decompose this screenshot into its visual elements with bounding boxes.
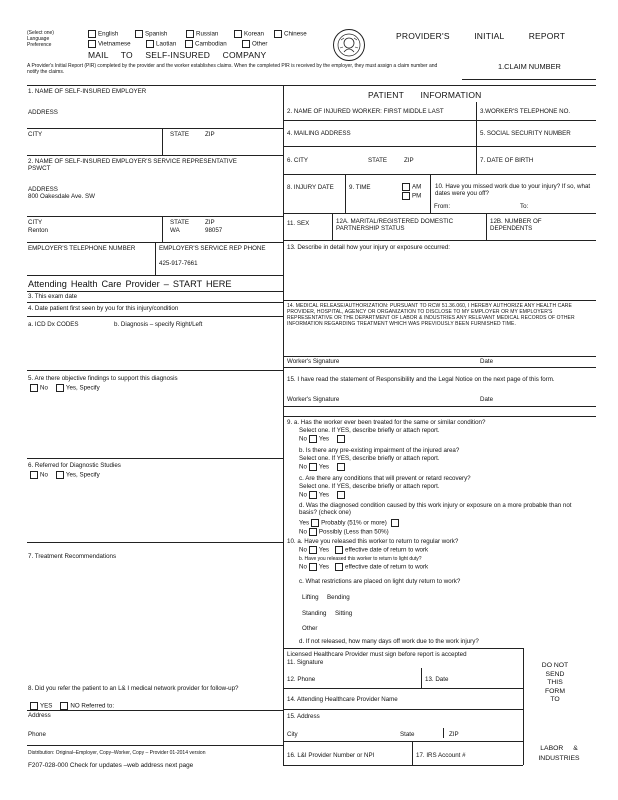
lang-cambodian[interactable] [183, 40, 227, 48]
divider [27, 710, 283, 711]
service-rep-label: 2. NAME OF SELF-INSURED EMPLOYER'S SERVICE REPRESENTATIVE [28, 158, 237, 165]
divider [162, 216, 163, 242]
describe-injury-label: 13. Describe in detail how your injury or exposure occurred: [287, 244, 451, 251]
effective-date-label: effective date of return to work [345, 563, 429, 571]
dob-label: 7. DATE OF BIRTH [480, 157, 534, 164]
divider [421, 668, 422, 688]
divider [155, 242, 156, 275]
worker-signature2-label: Worker's Signature [287, 396, 340, 403]
lang-english-label: English [98, 30, 119, 38]
q9b-options[interactable] [299, 463, 347, 471]
q9c-note: Select one. If YES, describe briefly or attach report. [299, 483, 440, 490]
form-number: F207-028-000 Check for updates –web address next page [28, 762, 194, 769]
no-label: No [40, 384, 48, 392]
bending-label[interactable]: Bending [327, 594, 350, 601]
yes-label: Yes [318, 563, 330, 571]
checkbox[interactable] [146, 40, 154, 48]
checkbox[interactable] [135, 30, 143, 38]
provider-state-label: State [400, 731, 415, 738]
worker-date2-label: Date [480, 396, 494, 403]
checkbox[interactable] [335, 563, 343, 571]
column-divider [283, 85, 284, 765]
divider [27, 542, 283, 543]
checkbox[interactable] [402, 192, 410, 200]
treatment-label: 7. Treatment Recommendations [28, 553, 117, 560]
to-label: To: [520, 203, 529, 210]
divider [283, 406, 596, 407]
checkbox[interactable] [274, 30, 282, 38]
divider [283, 120, 596, 121]
checkbox[interactable] [309, 528, 317, 536]
lang-spanish[interactable] [133, 30, 167, 38]
divider [27, 302, 283, 303]
divider [27, 458, 283, 459]
divider [162, 128, 163, 155]
no-label: No [299, 491, 307, 499]
yes-specify-label: Yes, Specify [65, 471, 100, 479]
dependents-label: 12B. NUMBER OF DEPENDENTS [490, 218, 542, 233]
network-options[interactable] [28, 702, 114, 710]
other-restriction-label[interactable]: Other [302, 625, 318, 632]
pm-label: PM [412, 192, 422, 200]
q10a-label: 10. a. Have you released this worker to return to regular work? [287, 538, 459, 545]
checkbox[interactable] [309, 435, 317, 443]
checkbox[interactable] [30, 702, 38, 710]
claim-number-field[interactable] [462, 61, 596, 80]
divider [283, 174, 596, 175]
service-rep-name[interactable]: PSWCT [28, 165, 51, 172]
pm-option[interactable] [400, 192, 421, 200]
q10d-label: d. If not released, how many days off work due to the work injury? [299, 638, 479, 645]
divider [412, 741, 413, 765]
divider [27, 291, 283, 292]
form-title: PROVIDER'S INITIAL REPORT [396, 31, 566, 41]
divider [283, 648, 523, 649]
employer-name-label: 1. NAME OF SELF-INSURED EMPLOYER [28, 88, 147, 95]
mailing-address-label: 4. MAILING ADDRESS [287, 130, 351, 137]
lang-english[interactable] [86, 30, 118, 38]
lang-vietnamese[interactable] [86, 40, 131, 48]
referred-options[interactable] [28, 471, 100, 479]
diagnosis-label: b. Diagnosis – specify Right/Left [114, 321, 203, 328]
rep-city-label: CITY [28, 219, 43, 226]
rep-zip-label: ZIP [205, 219, 215, 226]
divider [27, 275, 283, 276]
rep-phone-value[interactable]: 425-917-7661 [159, 260, 198, 267]
sex-label: 11. SEX [287, 220, 310, 227]
provider-date-label: 13. Date [425, 676, 449, 683]
claim-number-label: 1.CLAIM NUMBER [498, 62, 561, 71]
yes-label: Yes [318, 463, 330, 471]
q10a-options[interactable] [299, 546, 428, 554]
rep-phone-label: EMPLOYER'S SERVICE REP PHONE [159, 245, 266, 252]
referral-address-label: Address [28, 712, 51, 719]
checkbox[interactable] [337, 491, 345, 499]
q9b-note: Select one. If YES, describe briefly or attach report. [299, 455, 440, 462]
checkbox[interactable] [56, 384, 64, 392]
no-label: No [299, 563, 307, 571]
lang-other-label: Other [252, 40, 268, 48]
first-seen-label: 4. Date patient first seen by you for this injury/condition [28, 305, 179, 312]
lang-laotian-label: Laotian [156, 40, 177, 48]
checkbox[interactable] [309, 563, 317, 571]
provider-city-label: City [287, 731, 298, 738]
lang-korean-label: Korean [244, 30, 264, 38]
checkbox[interactable] [391, 519, 399, 527]
checkbox[interactable] [242, 40, 250, 48]
probably-option[interactable] [299, 519, 401, 527]
patient-zip-label: ZIP [404, 157, 414, 164]
provider-signature-label: 11. Signature [287, 659, 324, 666]
divider [283, 688, 523, 689]
lang-other[interactable] [240, 40, 267, 48]
divider [283, 213, 596, 214]
divider [27, 316, 283, 317]
patient-state-label: STATE [368, 157, 388, 164]
medical-authorization-text: 14. MEDICAL RELEASE/AUTHORIZATION: PURSUANT TO RCW 51.36.060, I HEREBY AUTHORIZE ANY HEALTH CARE PROVIDER, HOSPITAL, AGENCY OR ORGANIZATION TO DISCLOSE TO MY EMPLOYER OR MY EMPLOYER'S REPRESENTATIVE OR THE DEPARTMENT OF LABOR & INDUSTRIES ANY RELEVANT MEDICAL RECORDS OF OTHER INFORMATION REGARDING TREATMENT WHICH WAS PREVIOUSLY BEEN FURNISHED TIME. [287, 303, 575, 327]
sitting-label[interactable]: Sitting [335, 610, 353, 617]
effective-date-label: effective date of return to work [345, 546, 429, 554]
checkbox[interactable] [337, 435, 345, 443]
objective-findings-label: 5. Are there objective findings to support this diagnosis [28, 375, 178, 382]
checkbox[interactable] [402, 183, 410, 191]
referral-phone-label: Phone [28, 731, 46, 738]
checkbox[interactable] [56, 471, 64, 479]
responsibility-statement: 15. I have read the statement of Responsibility and the Legal Notice on the next page of this form. [287, 376, 555, 383]
lang-chinese[interactable] [272, 30, 307, 38]
lang-laotian[interactable] [144, 40, 176, 48]
no-label: No [299, 528, 307, 536]
checkbox[interactable] [309, 491, 317, 499]
checkbox[interactable] [185, 40, 193, 48]
marital-status-label: 12A. MARITAL/REGISTERED DOMESTIC PARTNERSHIP STATUS [336, 218, 454, 233]
lang-korean[interactable] [232, 30, 264, 38]
objective-options[interactable] [28, 384, 100, 392]
q10b-options[interactable] [299, 563, 428, 571]
divider [27, 745, 283, 746]
yes-specify-label: Yes, Specify [65, 384, 100, 392]
lang-chinese-label: Chinese [284, 30, 307, 38]
employer-zip-label: ZIP [205, 131, 215, 138]
divider [283, 356, 596, 357]
divider [283, 240, 596, 241]
rep-zip-value[interactable]: 98057 [205, 227, 223, 234]
network-referral-label: 8. Did you refer the patient to an L& I medical network provider for follow-up? [28, 685, 239, 692]
lang-vietnamese-label: Vietnamese [98, 40, 131, 48]
divider [27, 85, 596, 86]
checkbox[interactable] [335, 546, 343, 554]
checkbox[interactable] [60, 702, 68, 710]
no-label: No [299, 435, 307, 443]
divider [283, 416, 596, 417]
yes-label: Yes [318, 546, 330, 554]
employer-phone-label: EMPLOYER'S TELEPHONE NUMBER [28, 245, 136, 252]
provider-zip-label: ZIP [449, 731, 459, 738]
am-label: AM [412, 183, 422, 191]
instruction-text: A Provider's Initial Report (PIR) completed by the provider and the worker establishes claims. When the completed PIR is received by the employer, they must assign a claim number and notify the claims. [27, 63, 438, 75]
checkbox[interactable] [30, 384, 38, 392]
no-label: No [40, 471, 48, 479]
checkbox[interactable] [311, 519, 319, 527]
agency-name: LABOR & INDUSTRIES [538, 745, 580, 762]
worker-signature-label: Worker's Signature [287, 358, 340, 365]
patient-info-header: PATIENT INFORMATION [368, 90, 482, 100]
possibly-option[interactable] [299, 528, 389, 536]
q9d-label: d. Was the diagnosed condition caused by this work injury or exposure on a more probable than not basis? (check one) [299, 502, 572, 517]
checkbox[interactable] [309, 546, 317, 554]
checkbox[interactable] [309, 463, 317, 471]
divider [283, 741, 523, 742]
divider [27, 155, 283, 156]
missed-work-label: 10. Have you missed work due to your injury? If so, what dates were you off? [435, 183, 591, 198]
rep-state-label: STATE [170, 219, 190, 226]
lifting-label[interactable]: Lifting [302, 594, 319, 601]
divider [283, 300, 596, 301]
checkbox[interactable] [88, 40, 96, 48]
possibly-label: Possibly (Less than 50%) [318, 528, 389, 536]
divider [443, 728, 444, 738]
q9c-options[interactable] [299, 491, 347, 499]
ssn-label: 5. SOCIAL SECURITY NUMBER [480, 130, 571, 137]
provider-address-label: 15. Address [287, 713, 320, 720]
rep-state-value[interactable]: WA [170, 227, 180, 234]
no-label: No [299, 546, 307, 554]
divider [476, 102, 477, 120]
divider [27, 128, 283, 129]
employer-city-label: CITY [28, 131, 43, 138]
q10c-label: c. What restrictions are placed on light duty return to work? [299, 578, 461, 585]
employer-state-label: STATE [170, 131, 190, 138]
no-referred-label: NO Referred to: [70, 702, 115, 710]
divider [27, 216, 283, 217]
yes-label: Yes [299, 519, 310, 527]
provider-name-label: 14. Attending Healthcare Provider Name [287, 696, 398, 703]
distribution-note: Distribution: Original–Employer, Copy–Worker, Copy – Provider 01-2014 version [28, 750, 206, 756]
state-seal-icon [332, 28, 366, 62]
q9a-label: 9. a. Has the worker ever been treated for the same or similar condition? [287, 419, 486, 426]
lang-russian[interactable] [184, 30, 218, 38]
checkbox[interactable] [30, 471, 38, 479]
divider [430, 174, 431, 213]
rep-address-value[interactable]: 800 Oakesdale Ave. SW [28, 193, 95, 200]
divider [283, 765, 523, 766]
q9a-options[interactable] [299, 435, 347, 443]
divider [283, 367, 596, 368]
patient-city-label: 6. CITY [287, 157, 308, 164]
provider-npi-label: 16. L&I Provider Number or NPI [287, 752, 375, 759]
checkbox[interactable] [186, 30, 194, 38]
icd-codes-label: a. ICD Dx CODES [28, 321, 79, 328]
lang-russian-label: Russian [196, 30, 219, 38]
standing-label[interactable]: Standing [302, 610, 327, 617]
do-not-send-note: DO NOT SEND THIS FORM TO [541, 662, 569, 704]
checkbox[interactable] [88, 30, 96, 38]
checkbox[interactable] [234, 30, 242, 38]
referred-diagnostic-label: 6. Referred for Diagnostic Studies [28, 462, 121, 469]
rep-city-value[interactable]: Renton [28, 227, 48, 234]
checkbox[interactable] [337, 463, 345, 471]
injury-date-label: 8. INJURY DATE [287, 184, 334, 191]
divider [523, 648, 524, 765]
q9b-label: b. Is there any pre-existing impairment of the injured area? [299, 447, 460, 454]
q10b-label: b. Have you released this worker to return to light duty? [299, 556, 422, 562]
yes-label: Yes [318, 491, 330, 499]
lang-spanish-label: Spanish [145, 30, 168, 38]
divider [476, 146, 477, 174]
worker-date-label: Date [480, 358, 494, 365]
time-label: 9. TIME [349, 184, 371, 191]
from-label: From: [434, 203, 451, 210]
exam-date-label: 3. This exam date [28, 293, 78, 300]
divider [283, 709, 523, 710]
q9c-label: c. Are there any conditions that will prevent or retard recovery? [299, 475, 471, 482]
irs-account-label: 17. IRS Account # [416, 752, 466, 759]
worker-name-label: 2. NAME OF INJURED WORKER: FIRST MIDDLE LAST [287, 108, 444, 115]
probably-label: Probably (51% or more) [321, 519, 387, 527]
yes-label: YES [40, 702, 53, 710]
rep-address-label: ADDRESS [28, 186, 58, 193]
divider [476, 120, 477, 146]
must-sign-note: Licensed Healthcare Provider must sign before report is accepted [287, 651, 467, 658]
provider-phone-label: 12. Phone [287, 676, 316, 683]
provider-start-header: Attending Health Care Provider – START HERE [28, 279, 232, 289]
mail-to-subtitle: MAIL TO SELF-INSURED COMPANY [88, 50, 267, 60]
language-select-label: (Select one) Language Preference [27, 30, 54, 48]
divider [27, 370, 283, 371]
am-option[interactable] [400, 183, 421, 191]
q9a-note: Select one. If YES, describe briefly or attach report. [299, 427, 440, 434]
no-label: No [299, 463, 307, 471]
lang-cambodian-label: Cambodian [195, 40, 227, 48]
yes-label: Yes [318, 435, 330, 443]
divider [332, 213, 333, 240]
divider [283, 146, 596, 147]
divider [345, 174, 346, 213]
divider [486, 213, 487, 240]
employer-address-label: ADDRESS [28, 109, 58, 116]
worker-phone-label: 3.WORKER'S TELEPHONE NO. [480, 108, 571, 115]
